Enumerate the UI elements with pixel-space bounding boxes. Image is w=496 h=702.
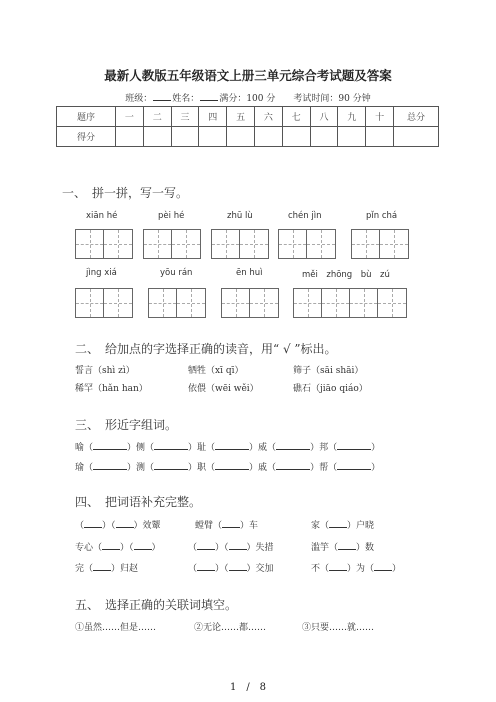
score-header: 二 — [143, 107, 171, 127]
conjunction-option: ②无论……都…… — [194, 623, 267, 633]
grid-cell — [76, 230, 104, 258]
answer-blank[interactable] — [116, 518, 134, 528]
pinyin-label: xiān hé — [86, 211, 118, 221]
writing-grid[interactable] — [143, 229, 201, 259]
answer-blank[interactable] — [229, 561, 247, 571]
score-header: 七 — [282, 107, 310, 127]
answer-blank[interactable] — [93, 561, 111, 571]
grid-cell — [307, 230, 335, 258]
idiom-item — [188, 540, 274, 553]
class-blank — [153, 92, 171, 101]
score-header: 一 — [116, 107, 144, 127]
grid-cell — [104, 289, 132, 317]
writing-grid[interactable] — [293, 288, 407, 318]
writing-grid[interactable] — [148, 288, 206, 318]
score-header: 九 — [338, 107, 366, 127]
row-text: 家（ — [311, 521, 330, 531]
score-cell — [116, 127, 144, 147]
reading-choice[interactable]: 依偎（wēi wěi） — [188, 384, 259, 394]
pinyin-label: ēn huì — [236, 268, 263, 278]
section-4-title: 四、 把词语补充完整。 — [75, 495, 202, 509]
reading-choice[interactable]: 牺牲（xī qī） — [188, 366, 244, 376]
score-header: 四 — [199, 107, 227, 127]
row-text: ）（ — [102, 521, 116, 531]
grid-cell — [250, 289, 278, 317]
writing-grid[interactable] — [75, 288, 133, 318]
conjunction-option: ③只要……就…… — [302, 623, 375, 633]
row-text: （ — [75, 521, 85, 531]
exam-info — [0, 91, 496, 104]
grid-cell — [144, 230, 172, 258]
grid-cell — [279, 230, 307, 258]
row-text: 不（ — [311, 564, 330, 574]
score-cell — [143, 127, 171, 147]
score-cell — [254, 127, 282, 147]
answer-blank[interactable] — [215, 440, 249, 450]
idiom-item — [195, 518, 258, 531]
answer-blank[interactable] — [154, 440, 188, 450]
grid-cell — [350, 289, 378, 317]
row-text: （ — [188, 543, 198, 553]
idiom-item — [75, 518, 161, 531]
score-cell — [282, 127, 310, 147]
row-text: 喻（ — [75, 443, 94, 453]
grid-cell — [240, 230, 268, 258]
grid-cell — [322, 289, 350, 317]
page-number: 1 / 8 — [229, 682, 267, 693]
grid-cell — [294, 289, 322, 317]
row-text: 瑜（ — [75, 463, 94, 473]
pinyin-label: chén jìn — [288, 211, 322, 221]
word-row — [75, 460, 380, 473]
class-label: 班级： — [125, 94, 153, 104]
answer-blank[interactable] — [338, 540, 356, 550]
reading-choice[interactable]: 稀罕（hǎn han） — [75, 384, 148, 394]
grid-cell — [177, 289, 205, 317]
answer-blank[interactable] — [374, 561, 392, 571]
pinyin-label: zhū lù — [227, 211, 253, 221]
page-title: 最新人教版五年级语文上册三单元综合考试题及答案 — [104, 68, 392, 83]
row-text: ）帮（ — [310, 463, 338, 473]
score-cell — [227, 127, 255, 147]
answer-blank[interactable] — [337, 460, 371, 470]
score-label: 满分：100 分 — [219, 94, 276, 104]
grid-cell — [149, 289, 177, 317]
answer-blank[interactable] — [197, 561, 215, 571]
score-cell — [310, 127, 338, 147]
row-text: ）交加 — [246, 564, 274, 574]
row-text: ）失措 — [246, 543, 274, 553]
reading-choice[interactable]: 誓言（shì zì） — [75, 366, 135, 376]
section-2-title: 二、 给加点的字选择正确的读音，用“ √ ”标出。 — [75, 342, 337, 356]
row-text: ）效颦 — [133, 521, 161, 531]
row-text: ）威（ — [249, 443, 277, 453]
section-5-title: 五、 选择正确的关联词填空。 — [75, 598, 238, 612]
pinyin-label: jìng xiá — [86, 268, 117, 278]
row-text: 完（ — [75, 564, 94, 574]
row-text: ）数 — [356, 543, 375, 553]
answer-blank[interactable] — [197, 540, 215, 550]
answer-blank[interactable] — [93, 460, 127, 470]
row-text: ）（ — [215, 564, 229, 574]
word-row — [75, 440, 380, 453]
idiom-item — [311, 518, 374, 531]
score-table — [56, 106, 439, 147]
score-header: 六 — [254, 107, 282, 127]
name-blank — [200, 92, 218, 101]
name-label: 姓名： — [172, 94, 200, 104]
grid-cell — [172, 230, 200, 258]
score-header: 八 — [310, 107, 338, 127]
row-text: ）（ — [215, 543, 229, 553]
score-table-header-row — [57, 107, 439, 127]
score-row-label: 得分 — [57, 127, 116, 147]
score-cell — [199, 127, 227, 147]
idiom-item — [188, 561, 274, 574]
row-text: ）户晓 — [347, 521, 375, 531]
score-header: 题序 — [57, 107, 116, 127]
answer-blank[interactable] — [229, 540, 247, 550]
score-header: 五 — [227, 107, 255, 127]
answer-blank[interactable] — [93, 440, 127, 450]
answer-blank[interactable] — [337, 440, 371, 450]
grid-cell — [378, 289, 406, 317]
writing-grid[interactable] — [351, 229, 409, 259]
pinyin-label: pèi hé — [158, 211, 185, 221]
writing-grid[interactable] — [211, 229, 269, 259]
row-text: ）邦（ — [310, 443, 338, 453]
conjunction-option: ①虽然……但是…… — [75, 623, 157, 633]
answer-blank[interactable] — [215, 460, 249, 470]
score-cell — [394, 127, 439, 147]
row-text: ）侧（ — [127, 443, 155, 453]
grid-cell — [380, 230, 408, 258]
pinyin-label: měi zhōng bù zú — [302, 270, 390, 280]
section-3-title: 三、 形近字组词。 — [75, 418, 178, 432]
answer-blank[interactable] — [222, 518, 240, 528]
reading-choice[interactable]: 筛子（sāi shāi） — [293, 366, 364, 376]
idiom-item — [311, 540, 374, 553]
score-header: 总分 — [394, 107, 439, 127]
answer-blank[interactable] — [276, 440, 310, 450]
row-text: ）（ — [120, 543, 134, 553]
score-header: 三 — [171, 107, 199, 127]
pinyin-label: yōu rán — [160, 268, 193, 278]
answer-blank[interactable] — [276, 460, 310, 470]
score-cell — [338, 127, 366, 147]
score-cell — [366, 127, 394, 147]
row-text: （ — [188, 564, 198, 574]
row-text: ）戚（ — [249, 463, 277, 473]
grid-cell — [352, 230, 380, 258]
time-label: 考试时间：90 分钟 — [293, 94, 371, 104]
row-text: ） — [151, 543, 161, 553]
row-text: ） — [371, 443, 381, 453]
row-text: 螳臂（ — [195, 521, 223, 531]
score-table-score-row — [57, 127, 439, 147]
grid-cell — [104, 230, 132, 258]
row-text: ）测（ — [127, 463, 155, 473]
pinyin-label: pǐn chá — [366, 211, 398, 221]
answer-blank[interactable] — [154, 460, 188, 470]
answer-blank[interactable] — [102, 540, 120, 550]
row-text: 滥竽（ — [311, 543, 339, 553]
grid-cell — [76, 289, 104, 317]
writing-grid[interactable] — [278, 229, 336, 259]
row-text: ）耻（ — [188, 443, 216, 453]
writing-grid[interactable] — [75, 229, 133, 259]
grid-cell — [212, 230, 240, 258]
row-text: ）为（ — [347, 564, 375, 574]
row-text: ）归赵 — [111, 564, 139, 574]
grid-cell — [222, 289, 250, 317]
answer-blank[interactable] — [84, 518, 102, 528]
row-text: ） — [392, 564, 402, 574]
answer-blank[interactable] — [134, 540, 152, 550]
score-cell — [171, 127, 199, 147]
row-text: ）车 — [240, 521, 259, 531]
idiom-item — [75, 561, 138, 574]
row-text: ） — [371, 463, 381, 473]
idiom-item — [311, 561, 401, 574]
reading-choice[interactable]: 礁石（jiāo qiáo） — [293, 384, 368, 394]
writing-grid[interactable] — [221, 288, 279, 318]
row-text: ）职（ — [188, 463, 216, 473]
idiom-item — [75, 540, 161, 553]
row-text: 专心（ — [75, 543, 103, 553]
answer-blank[interactable] — [329, 518, 347, 528]
section-1-title: 一、 拼一拼，写一写。 — [62, 186, 189, 200]
answer-blank[interactable] — [329, 561, 347, 571]
score-header: 十 — [366, 107, 394, 127]
